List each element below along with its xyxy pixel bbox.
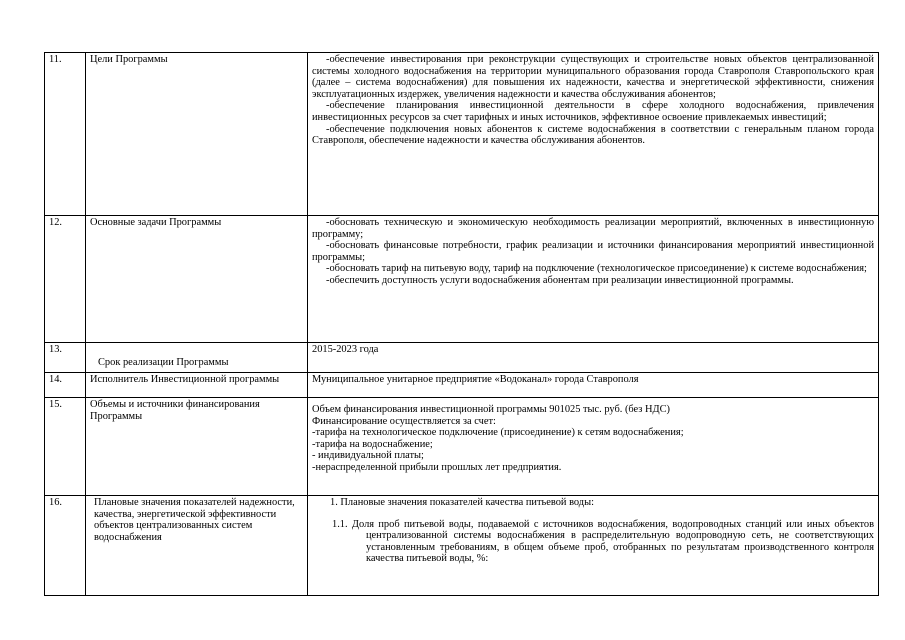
row-content	[308, 343, 879, 373]
row-label: Цели Программы	[86, 53, 308, 216]
content-paragraph: -обосновать тариф на питьевую воду, тариф на подключение (технологическое присоединение) к системе водоснабжения;	[326, 263, 867, 275]
row-content	[308, 496, 879, 596]
row-label: Исполнитель Инвестиционной программы	[86, 373, 308, 398]
content-value: 2015-2023 года	[312, 344, 379, 355]
row-number: 13.	[45, 343, 86, 373]
row-number: 12.	[45, 216, 86, 343]
content-line: - индивидуальной платы;	[312, 450, 424, 462]
row-label: Основные задачи Программы	[86, 216, 308, 343]
content-paragraph: -обеспечение планирования инвестиционной деятельности в сфере холодного водоснабжения, привлечения инвестиционных ресурсов за счет тарифных и иных источников, эффективное освоение привлекаемых инвестиций;	[312, 100, 874, 123]
row-content	[308, 398, 879, 496]
content-line: Объем финансирования инвестиционной программы 901025 тыс. руб. (без НДС)	[312, 404, 670, 415]
table-row	[45, 53, 879, 216]
spacer	[312, 509, 874, 519]
row-content	[308, 53, 879, 216]
table-row	[45, 216, 879, 343]
content-line: -нераспределенной прибыли прошлых лет предприятия.	[312, 461, 562, 473]
content-paragraph: -обосновать финансовые потребности, график реализации и источники финансирования мероприятий инвестиционной программы;	[312, 240, 874, 263]
content-line: -тарифа на водоснабжение;	[312, 438, 433, 450]
program-passport-table	[44, 52, 879, 596]
content-value: Муниципальное унитарное предприятие «Водоканал» города Ставрополя	[312, 374, 639, 385]
row-label-text: Срок реализации Программы	[98, 357, 229, 369]
row-number: 14.	[45, 373, 86, 398]
row-label	[86, 343, 308, 373]
row-content	[308, 373, 879, 398]
content-paragraph: -обеспечить доступность услуги водоснабжения абонентам при реализации инвестиционной программы.	[326, 274, 794, 286]
row-content	[308, 216, 879, 343]
row-number: 16.	[45, 496, 86, 596]
row-label: Объемы и источники финансирования Программы	[86, 398, 308, 496]
content-paragraph: -обеспечение инвестирования при реконструкции существующих и строительстве новых объектов централизованной системы холодного водоснабжения на территории муниципального образования города Ставрополя Ставропольского края (далее – система водоснабжения) для повышения их надежности, качества и энергетической эффективности, снижения эксплуатационных издержек, увеличения надежности и качества обслуживания абонентов;	[312, 54, 874, 100]
sub-list-item: 1.1. Доля проб питьевой воды, подаваемой с источников водоснабжения, водопроводных станций или иных объектов централизованной системы водоснабжения в распределительную водопроводную сеть, не соответствующих установленным требованиям, в общем объеме проб, отобранных по результатам производственного контроля качества питьевой воды, %:	[332, 518, 874, 565]
content-line: Финансирование осуществляется за счет:	[312, 415, 496, 427]
row-number: 11.	[45, 53, 86, 216]
table-row	[45, 343, 879, 373]
table-row	[45, 373, 879, 398]
row-number: 15.	[45, 398, 86, 496]
list-item: 1. Плановые значения показателей качества питьевой воды:	[330, 497, 594, 508]
content-paragraph: -обеспечение подключения новых абонентов к системе водоснабжения в соответствии с генеральным планом города Ставрополя, обеспечение надежности и качества обслуживания абонентов.	[312, 123, 874, 147]
content-line: -тарифа на технологическое подключение (присоединение) к сетям водоснабжения;	[312, 427, 684, 439]
row-label: Плановые значения показателей надежности, качества, энергетической эффективности объектов централизованных систем водоснабжения	[86, 496, 308, 596]
table-row	[45, 496, 879, 596]
content-paragraph: -обосновать техническую и экономическую необходимость реализации мероприятий, включенных в инвестиционную программу;	[312, 217, 874, 240]
table-row	[45, 398, 879, 496]
